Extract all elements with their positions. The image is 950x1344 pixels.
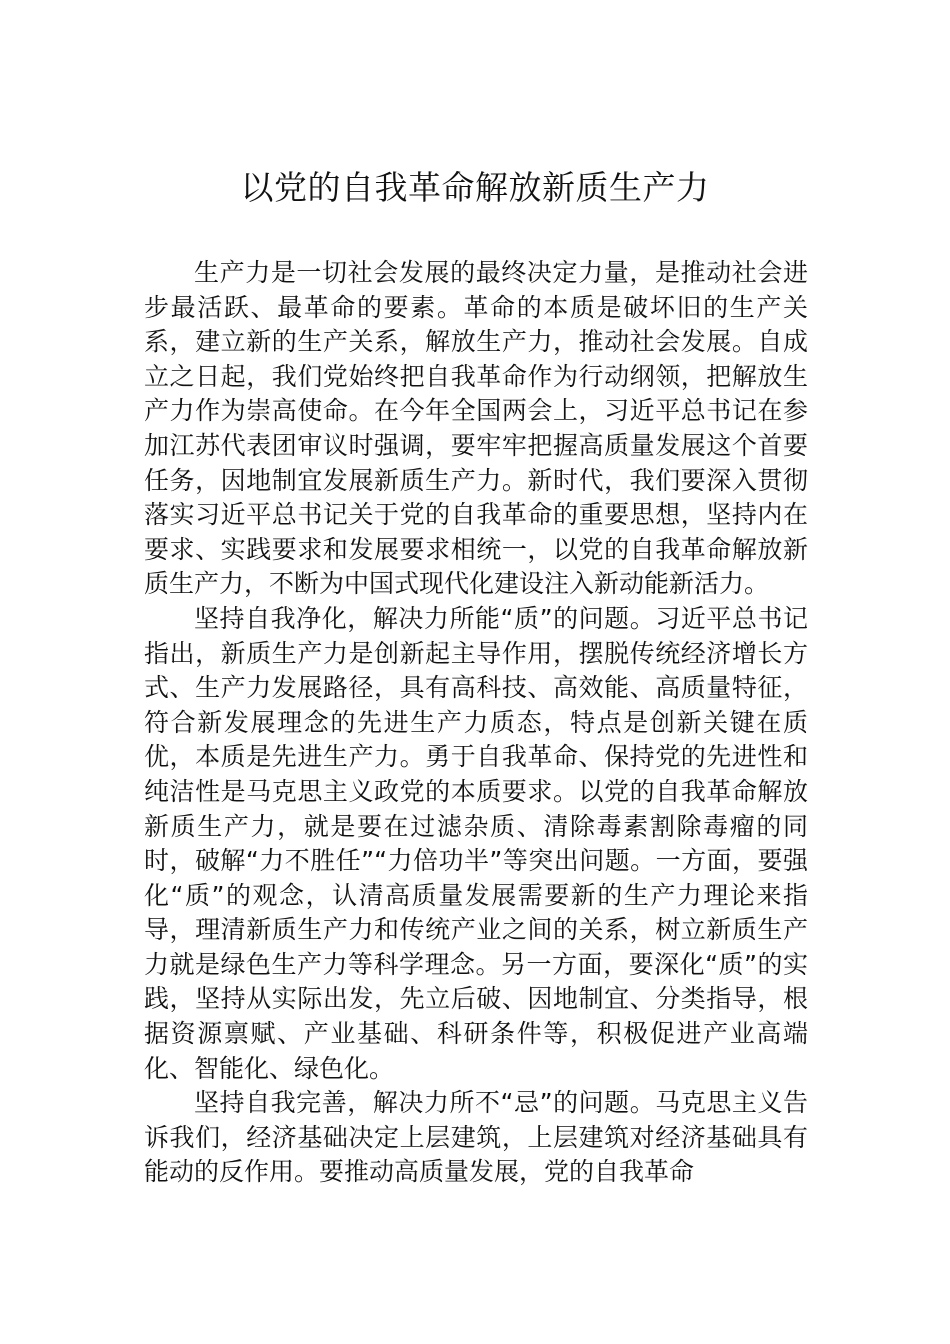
paragraph-1: 生产力是一切社会发展的最终决定力量，是推动社会进步最活跃、最革命的要素。革命的本质是破坏旧的生产关系，建立新的生产关系，解放生产力，推动社会发展。自成立之日起，我们党始终把自我革命作为行动纲领，把解放生产力作为崇高使命。在今年全国两会上，习近平总书记在参加江苏代表团审议时强调，要牢牢把握高质量发展这个首要任务，因地制宜发展新质生产力。新时代，我们要深入贯彻落实习近平总书记关于党的自我革命的重要思想，坚持内在要求、实践要求和发展要求相统一，以党的自我革命解放新质生产力，不断为中国式现代化建设注入新动能新活力。 (144, 258, 808, 599)
document-title: 以党的自我革命解放新质生产力 (240, 168, 710, 207)
paragraph-2: 坚持自我净化，解决力所能“质”的问题。习近平总书记指出，新质生产力是创新起主导作用，摆脱传统经济增长方式、生产力发展路径，具有高科技、高效能、高质量特征，符合新发展理念的先进生产力质态，特点是创新关键在质优，本质是先进生产力。勇于自我革命、保持党的先进性和纯洁性是马克思主义政党的本质要求。以党的自我革命解放新质生产力，就是要在过滤杂质、清除毒素割除毒瘤的同时，破解“力不胜任”“力倍功半”等突出问题。一方面，要强化“质”的观念，认清高质量发展需要新的生产力理论来指导，理清新质生产力和传统产业之间的关系，树立新质生产力就是绿色生产力等科学理念。另一方面，要深化“质”的实践，坚持从实际出发，先立后破、因地制宜、分类指导，根据资源禀赋、产业基础、科研条件等，积极促进产业高端化、智能化、绿色化。 (144, 603, 808, 1083)
document-body (144, 256, 808, 1190)
paragraph-3: 坚持自我完善，解决力所不“忌”的问题。马克思主义告诉我们，经济基础决定上层建筑，上层建筑对经济基础具有能动的反作用。要推动高质量发展，党的自我革命 (144, 1088, 808, 1187)
